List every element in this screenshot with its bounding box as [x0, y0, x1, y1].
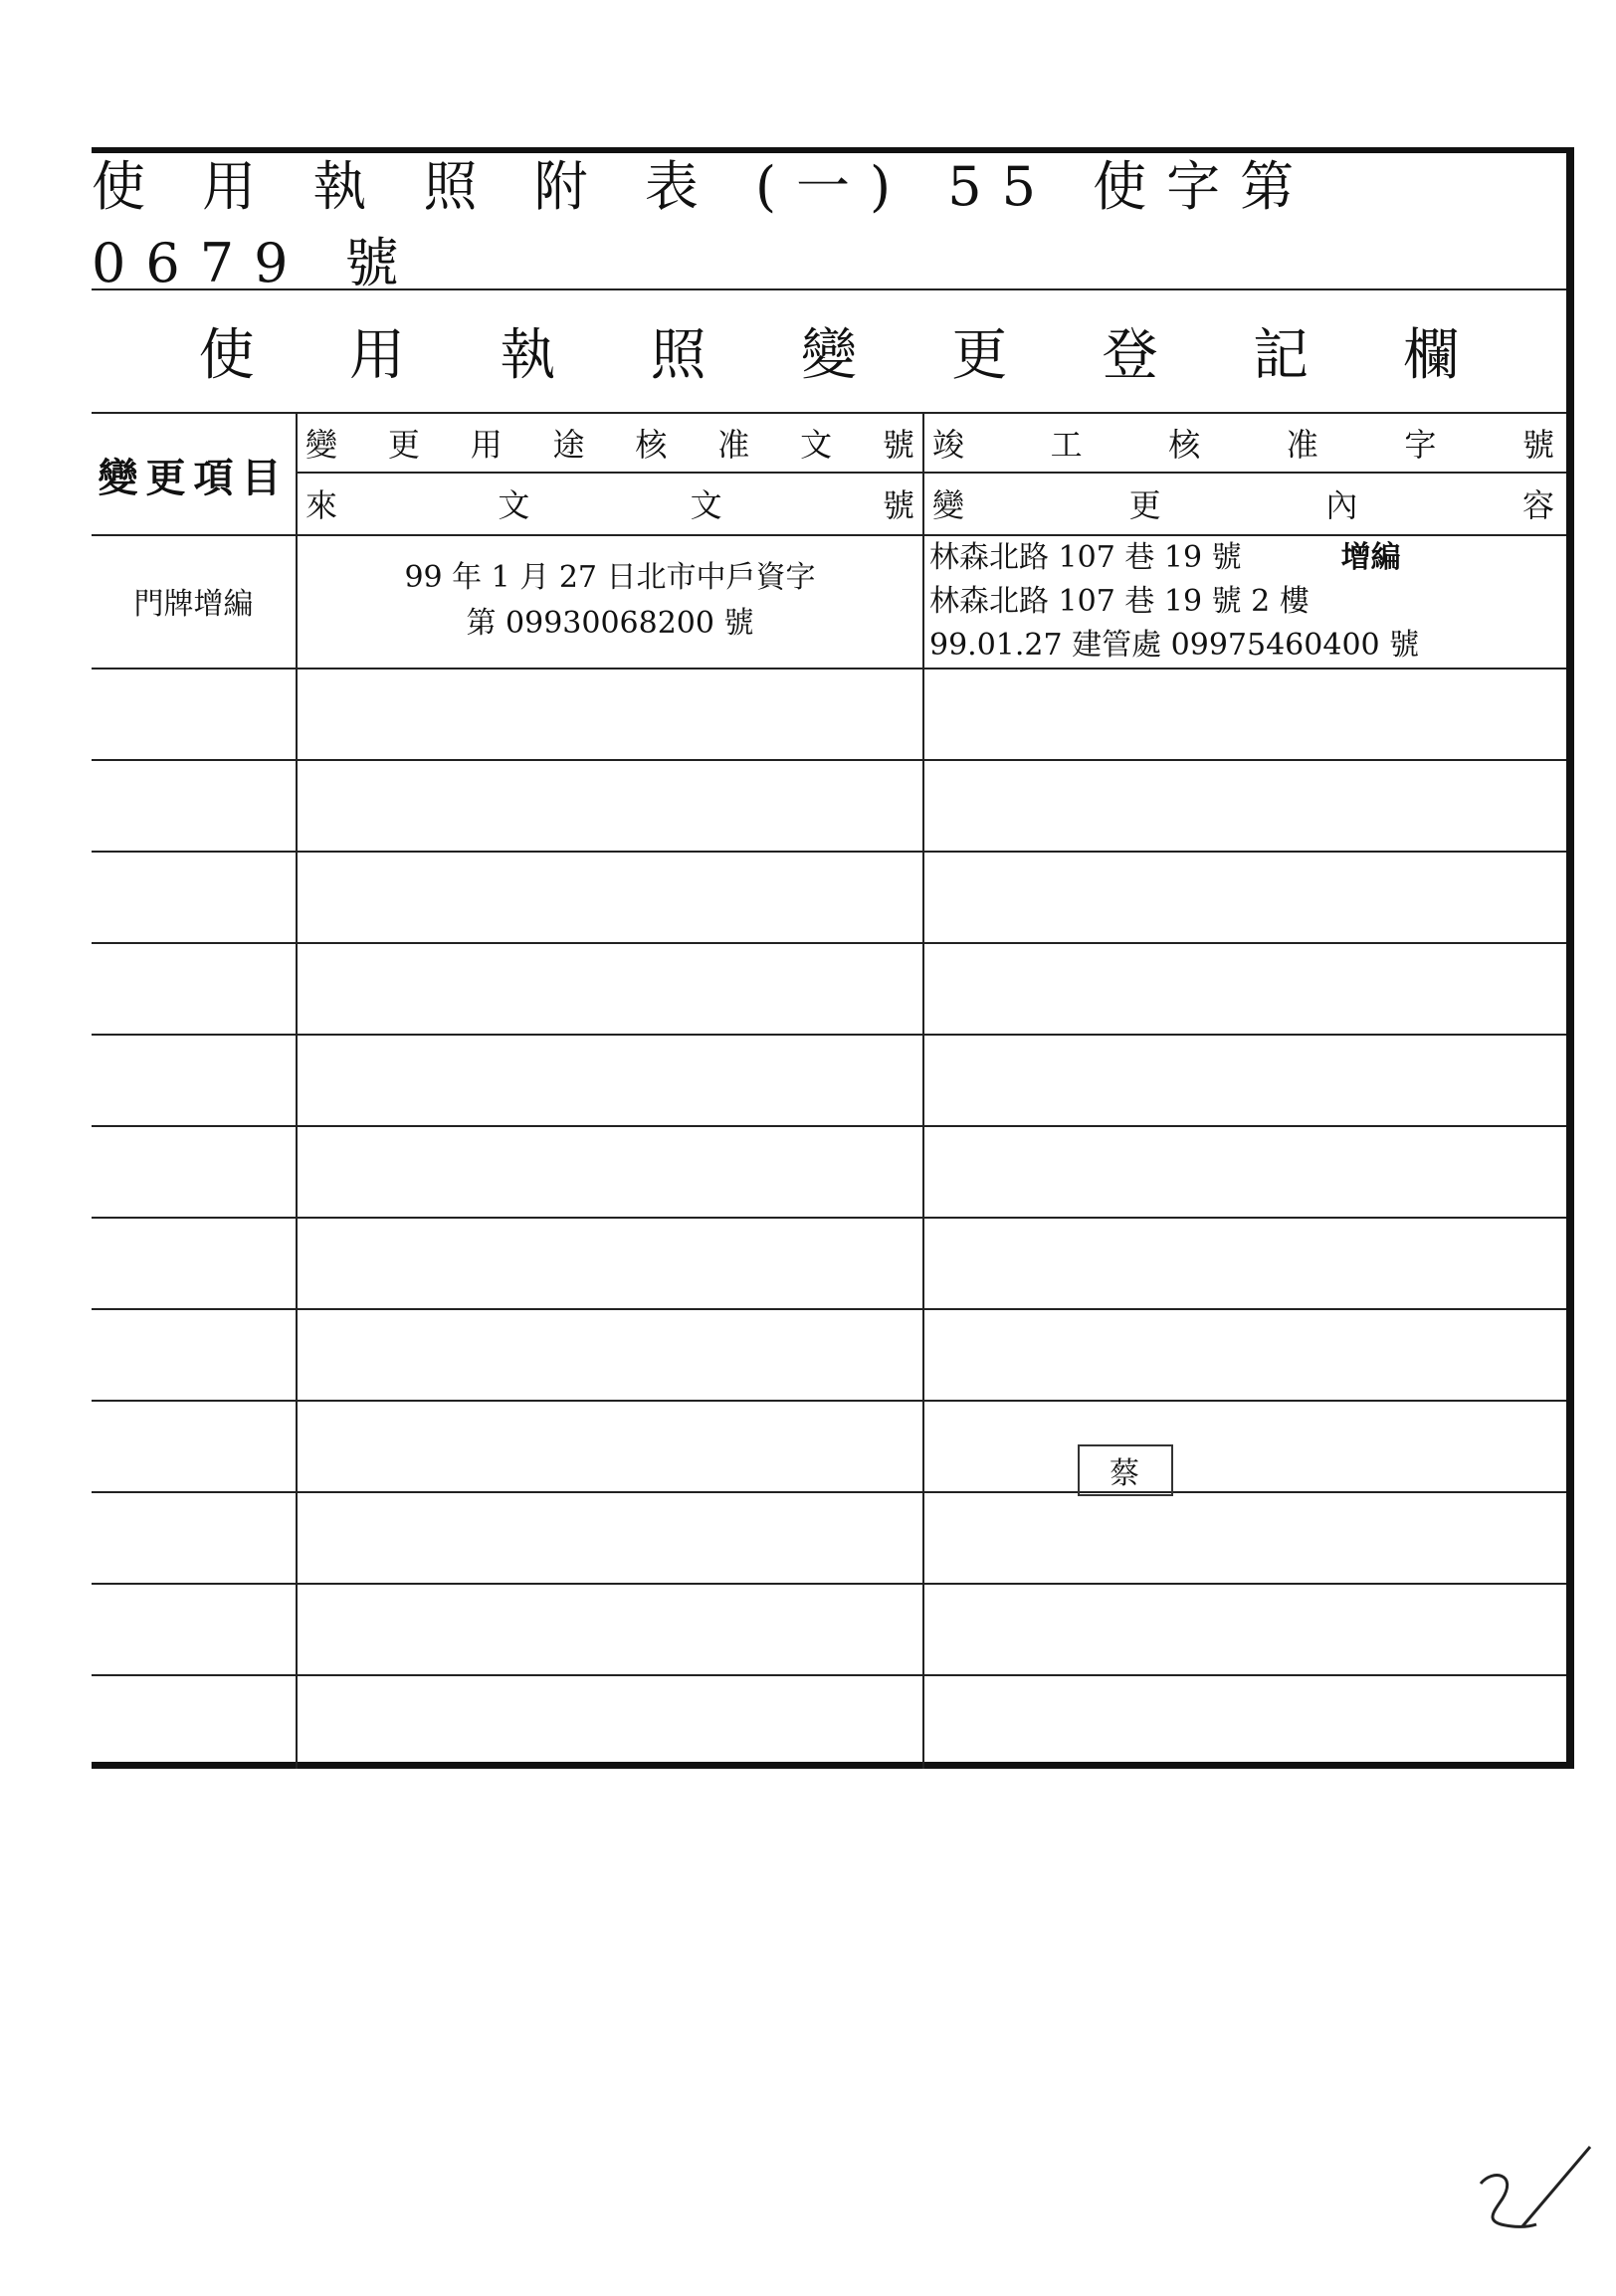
- header-completion-no: [924, 414, 1562, 472]
- row-divider: [92, 1583, 1566, 1585]
- section-heading: [92, 290, 1566, 412]
- header-char: 字: [1404, 426, 1437, 464]
- entry-item: 門牌增編: [133, 587, 254, 622]
- entry-content-line: [929, 536, 1566, 580]
- heading-char: 變: [800, 323, 857, 388]
- row-divider: [92, 668, 1566, 670]
- row-divider: [92, 1491, 1566, 1493]
- row-divider: [92, 942, 1566, 944]
- entry-address: 林森北路 107 巷 19 號: [929, 540, 1242, 575]
- row-divider: [92, 1217, 1566, 1219]
- heading-char: 登: [1102, 323, 1158, 388]
- seal-text: 蔡: [1110, 1456, 1141, 1491]
- entry-content-line: 99.01.27 建管處 09975460400 號: [929, 628, 1420, 663]
- row-divider: [92, 1674, 1566, 1676]
- header-char: 容: [1521, 486, 1554, 524]
- entry-document-no: [298, 536, 922, 666]
- row-divider: [92, 1125, 1566, 1127]
- header-change-item: 變更項目: [98, 454, 290, 501]
- row-divider: [92, 759, 1566, 761]
- entry-doc-line: 99 年 1 月 27 日北市中戶資字: [404, 560, 816, 595]
- heading-char: 用: [348, 323, 405, 388]
- header-char: 號: [1521, 426, 1554, 464]
- header-char: 更: [1128, 486, 1161, 524]
- header-char: 變: [305, 426, 338, 464]
- handwritten-page-mark: [1473, 2139, 1592, 2238]
- header-char: 准: [717, 426, 750, 464]
- document-title: 使 用 執 照 附 表 (一) 55 使字第 0679 號: [92, 155, 1314, 294]
- header-change-content: [924, 474, 1562, 533]
- header-char: 途: [552, 426, 585, 464]
- row-divider: [92, 1034, 1566, 1036]
- row-divider: [92, 851, 1566, 853]
- header-char: 號: [882, 426, 914, 464]
- header-char: 變: [932, 486, 965, 524]
- entry-content: [925, 536, 1566, 666]
- header-char: 核: [635, 426, 668, 464]
- header-char: 工: [1050, 426, 1083, 464]
- heading-char: 欄: [1403, 323, 1460, 388]
- heading-char: 記: [1252, 323, 1309, 388]
- header-char: 竣: [932, 426, 965, 464]
- header-char: 文: [498, 486, 530, 524]
- header-char: 來: [305, 486, 338, 524]
- heading-char: 照: [650, 323, 707, 388]
- header-char: 文: [800, 426, 833, 464]
- header-char: 更: [387, 426, 420, 464]
- entry-doc-line: 第 09930068200 號: [466, 606, 754, 641]
- row-divider: [92, 1400, 1566, 1402]
- heading-char: 使: [198, 323, 255, 388]
- header-char: 核: [1168, 426, 1201, 464]
- header-char: 內: [1325, 486, 1358, 524]
- header-char: 文: [690, 486, 722, 524]
- header-char: 用: [470, 426, 503, 464]
- header-incoming-doc-no: [298, 474, 922, 533]
- header-char: 准: [1286, 426, 1318, 464]
- official-seal: [1078, 1444, 1173, 1496]
- heading-char: 執: [500, 323, 556, 388]
- column-divider: [922, 414, 924, 1769]
- registration-table: [92, 147, 1574, 1769]
- row-divider: [92, 1308, 1566, 1310]
- entry-content-line: 林森北路 107 巷 19 號 2 樓: [929, 584, 1310, 619]
- header-char: 號: [882, 486, 914, 524]
- header-approval-doc-no: [298, 414, 922, 472]
- heading-char: 更: [951, 323, 1008, 388]
- entry-tag: 增編: [1340, 540, 1401, 575]
